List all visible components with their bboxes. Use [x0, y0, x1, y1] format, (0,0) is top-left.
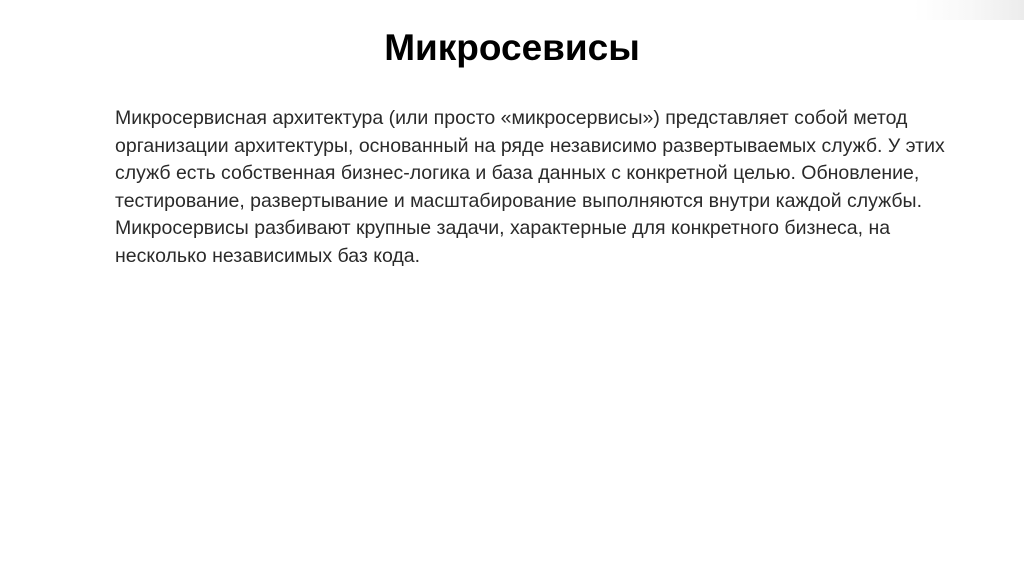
- paragraph-line: Микросервисы разбивают крупные задачи, характерные для конкретного бизнеса, на: [115, 217, 891, 239]
- paragraph-line: организации архитектуры, основанный на ряде независимо развертываемых служб. У этих: [115, 134, 945, 157]
- slide-body-paragraph: [115, 105, 1005, 270]
- paragraph-line: несколько независимых баз кода.: [115, 244, 421, 267]
- paragraph-line: тестирование, развертывание и масштабирование выполняются внутри каждой службы.: [115, 189, 922, 212]
- corner-shadow: [914, 0, 1024, 20]
- slide-title: Микросевисы: [384, 27, 640, 68]
- paragraph-line: Микросервисная архитектура (или просто «микросервисы») представляет собой метод: [115, 107, 908, 129]
- paragraph-line: служб есть собственная бизнес-логика и база данных с конкретной целью. Обновление,: [115, 162, 920, 184]
